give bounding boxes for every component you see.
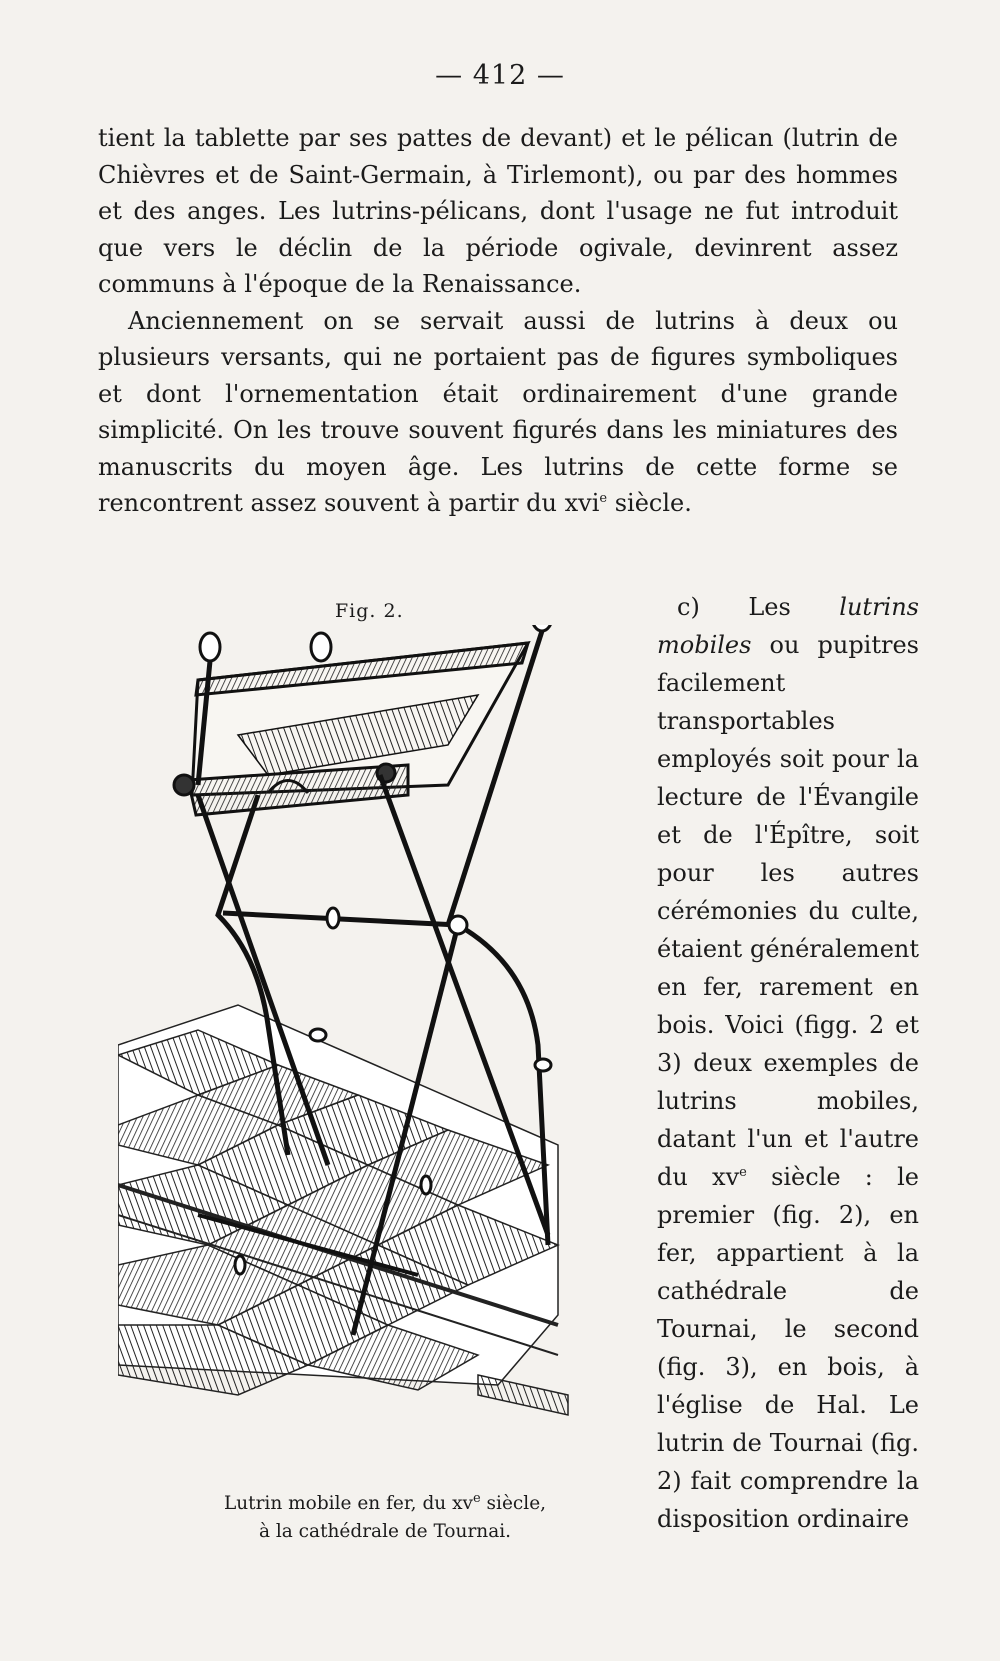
figure-caption: [150, 1490, 620, 1546]
tiled-floor: [118, 1005, 568, 1415]
caption-line-1: [150, 1490, 620, 1518]
side-text: ou pupitres facilement transportables employés soit pour la lecture de l'Évangile et de l'Épître, soit pour les autres cérémonies du culte, étaient généralement en fer, rarement en bois. Voici (figg. 2 et 3) deux exemples de lutrins mobiles, datant l'un et l'autre du xv: [657, 631, 919, 1191]
side-column-text: [657, 588, 919, 1538]
caption-superscript: e: [472, 1490, 481, 1506]
paragraph-1: tient la tablette par ses pattes de devant) et le pélican (lutrin de Chièvres et de Saint-Germain, à Tirlemont), ou par des hommes et des anges. Les lutrins-pélicans, dont l'usage ne fut introduit que vers le déclin de la période ogivale, devinrent assez communs à l'époque de la Renaissance.: [98, 124, 898, 298]
caption-line-2: à la cathédrale de Tournai.: [258, 1521, 512, 1542]
caption-text-end: siècle,: [480, 1493, 547, 1514]
paragraph-2-text: Anciennement on se servait aussi de lutrins à deux ou plusieurs versants, qui ne portaient pas de figures symboliques et dont l'ornementation était ordinairement d'une grande simplicité. On les trouve souvent figurés dans les miniatures des manuscrits du moyen âge. Les lutrins de cette forme se rencontrent assez souvent à partir du xvi: [98, 306, 898, 517]
lectern-illustration: [118, 625, 598, 1467]
lectern-engraving: [118, 625, 598, 1467]
caption-text: Lutrin mobile en fer, du xv: [223, 1493, 473, 1514]
side-italic-term: lutrins mobiles: [657, 593, 919, 659]
page-number: — 412 —: [435, 60, 565, 91]
side-superscript: e: [739, 1165, 747, 1180]
figure-label: Fig. 2.: [335, 600, 404, 622]
side-text-end: siècle : le premier (fig. 2), en fer, appartient à la cathédrale de Tournai, le second (fig. 3), en bois, à l'église de Hal. Le lutrin de Tournai (fig. 2) fait comprendre la disposition ordinaire: [657, 1163, 919, 1533]
side-lead: c) Les: [677, 593, 840, 621]
reading-desk: [174, 643, 528, 815]
paragraph-2: [98, 303, 898, 522]
superscript-e: e: [599, 491, 608, 506]
side-paragraph: [657, 588, 919, 1538]
paragraph-2-end: siècle.: [607, 489, 692, 517]
main-text: [98, 120, 898, 522]
